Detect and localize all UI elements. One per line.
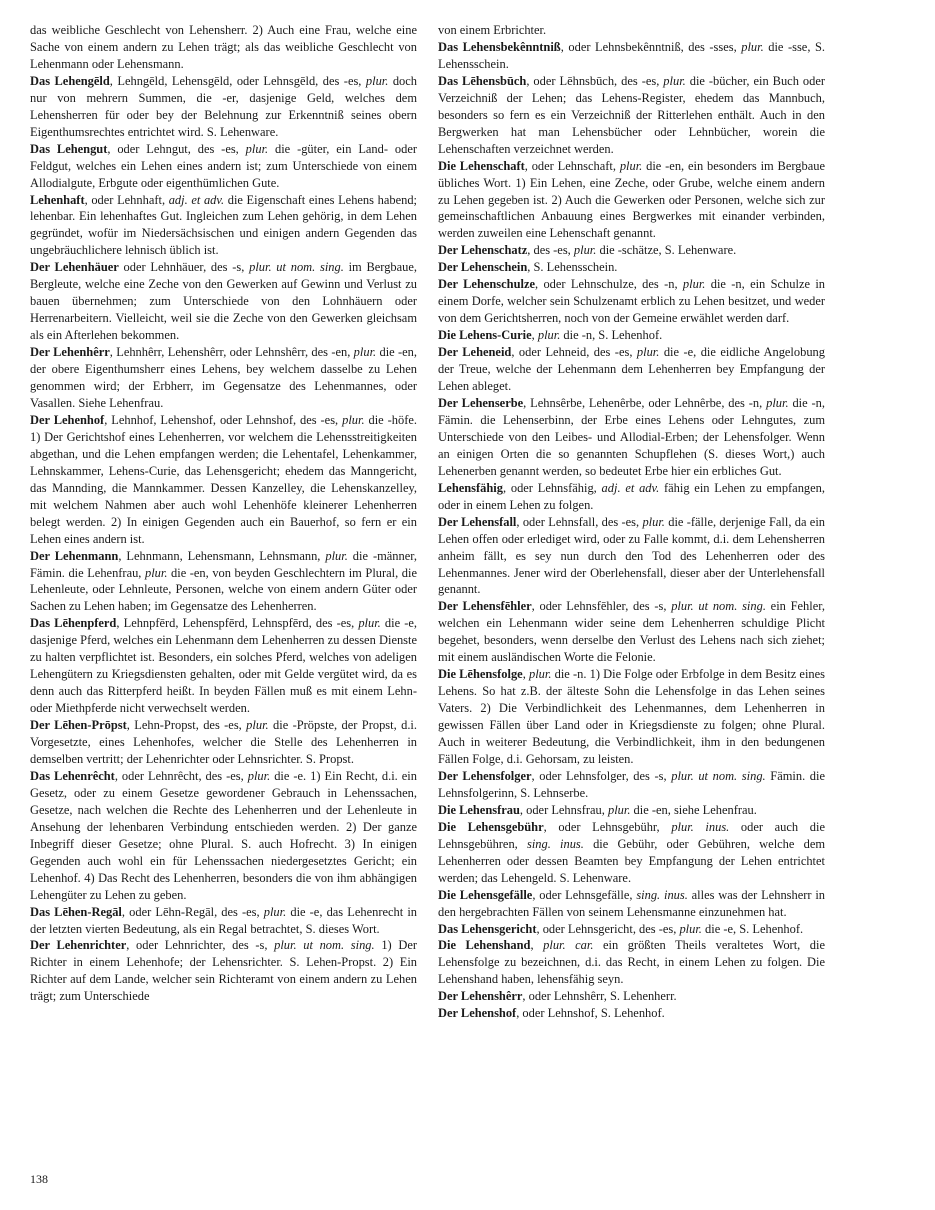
entry-grammar-note: plur.: [741, 39, 764, 54]
entry-grammar-note: plur.: [246, 718, 269, 733]
entry-text: , Lehngēld, Lehensgēld, oder Lehnsgēld, des -es,: [109, 73, 366, 88]
dictionary-entry: [438, 22, 825, 39]
entry-text: die -e, das Lehenrecht in der letzten vierten Bedeutung, als ein Regal betrachtet, S. dieses Wort.: [30, 904, 418, 936]
entry-headword: Der Lehenserbe: [438, 395, 524, 410]
entry-headword: Das Lehengēld: [30, 73, 110, 88]
entry-text: die -e. 1) Ein Recht, d.i. ein Gesetz, oder zu einem Gesetze gewordener Gebrauch in Lehenssachen, Gesetze, nach welchen die Rechte des Lehenherren und der Lehenleute in Ansehung der lehenbaren Verbindung entschieden werden. 2) Der ganze Inbegriff dieser Gesetze; ohne Plural. S. auch Hofrecht. 3) In einigen Gegenden auch wohl ein für Lehenssachen niedergesetztes Gericht; ein Lehenhof. 4) Das Recht des Lehenherren, besonders die von ihm abhängigen Lehengüter zu Lehen zu geben.: [30, 768, 417, 902]
entry-headword: Die Lehensgefälle: [438, 887, 533, 902]
entry-text: , oder Lehnsgefälle,: [532, 887, 637, 902]
dictionary-entry: [30, 768, 417, 904]
entry-headword: Der Lehensfall: [438, 514, 517, 529]
entry-text: die -en, siehe Lehenfrau.: [630, 802, 757, 817]
entry-text: die -männer, Fämin. die Lehenfrau,: [30, 548, 417, 580]
entry-text: , oder Lehnhaft,: [84, 192, 169, 207]
dictionary-entry: [30, 548, 417, 616]
dictionary-entry: [438, 73, 825, 158]
dictionary-entry: [30, 615, 417, 717]
entry-text: die -e, die eidliche Angelobung der Treue, welche der Lehenmann dem Lehenherren bey Empfangung der Lehen ableget.: [438, 345, 825, 394]
entry-grammar-note: plur.: [663, 73, 686, 88]
dictionary-entry: [438, 158, 825, 243]
entry-text: doch nur von mehrern Summen, die -er, dasjenige Geld, welches dem Lehensherren für oder bey der Belehnung zur Erkenntniß seines obern Eigenthumsrechtes entrichtet wird. S. Lehenware.: [30, 73, 417, 139]
entry-headword: Der Lehenshêrr: [438, 989, 523, 1004]
entry-grammar-note: plur. inus.: [671, 819, 730, 834]
entry-grammar-note: plur.: [682, 277, 706, 292]
dictionary-entry: [30, 937, 417, 1005]
dictionary-entry: [30, 412, 417, 548]
entry-grammar-note: adj. et adv.: [168, 192, 225, 207]
entry-grammar-note: plur.: [247, 768, 271, 783]
entry-text: alles was der Lehnsherr in den hergebrachten Fällen von seinem Lehensmanne einzunehmen hat.: [438, 887, 826, 919]
entry-text: ,: [531, 328, 538, 343]
dictionary-entry: [438, 1005, 825, 1022]
entry-text: die -en, von beyden Geschlechtern im Plural, die Lehenleute, oder Lehnleute, Personen, welche von einem andern Güter oder Sachen zu Lehen haben; im Gegensatze des Lehenherren.: [30, 565, 417, 614]
entry-text: die -schätze, S. Lehenware.: [596, 243, 737, 258]
dictionary-entry: [438, 921, 825, 938]
entry-grammar-note: plur. ut nom. sing.: [671, 599, 766, 614]
dictionary-entry: [438, 395, 825, 480]
left-column: [30, 22, 417, 1005]
entry-text: , oder Lehnschulze, des -n,: [535, 277, 683, 292]
entry-grammar-note: plur.: [144, 565, 168, 580]
dictionary-entry: [438, 768, 825, 802]
entry-text: die -höfe. 1) Der Gerichtshof eines Lehenherren, vor welchem die Lehensstreitigkeiten abgethan, und die Lehen empfangen werden; die Lehentafel, Lehenkammer, Lehnskammer, Lehens-Curie, das Lehensgericht; ehedem das Manngericht, das Mannding, die Mannkammer. Dessen Kanzelley, die Lehenskanzelley, mit welchem Nahmen aber auch wohl Lehenhöfe kleinerer Lehenherren belegt werden. 2) In einigen Gegenden auch ein Bauerhof, so fern er ein Lehen eines andern ist.: [30, 412, 417, 546]
entry-headword: Der Lehensfēhler: [438, 599, 532, 614]
entry-text: die Gebühr, oder Gebühren, welche dem Lehenherren oder dessen Beamten bey Empfangung der Lehen entrichtet werden; das Lehengeld. S. Lehenware.: [438, 836, 826, 885]
dictionary-entry: [438, 276, 825, 327]
entry-text: , oder Lehnsfēhler, des -s,: [531, 599, 672, 614]
entry-headword: Das Lēhenpferd: [30, 616, 117, 631]
entry-text: , oder Lehnsfolger, des -s,: [531, 768, 672, 783]
entry-grammar-note: plur.: [365, 73, 389, 88]
dictionary-entry: [438, 480, 825, 514]
entry-text: , Lehnsêrbe, Lehenêrbe, oder Lehnêrbe, des -n,: [523, 395, 767, 410]
dictionary-entry: [438, 988, 825, 1005]
entry-text: , oder Lēhnsbūch, des -es,: [526, 73, 664, 88]
entry-text: die -bücher, ein Buch oder Verzeichniß der Lehen; das Lehens-Register, ehedem das Mannbuch, besonders so fern es ein Verzeichniß der Ritterlehen enthält. Auch in den Bergwerken hat man Lehensbücher oder Lehnbücher, worein die Lehenschaften verzeichnet werden.: [438, 73, 825, 156]
entry-text: , oder Lehnschaft,: [524, 158, 620, 173]
entry-grammar-note: plur.: [358, 616, 381, 631]
entry-headword: Der Lehenrichter: [30, 938, 127, 953]
entry-headword: Der Lehenschein: [438, 260, 528, 275]
entry-text: Fämin. die Lehnsfolgerinn, S. Lehnserbe.: [438, 768, 826, 800]
dictionary-entry: [30, 73, 417, 141]
dictionary-entry: [438, 598, 825, 666]
entry-text: oder Lehnhäuer, des -s,: [118, 260, 250, 275]
entry-text: die -n, ein Schulze in einem Dorfe, welcher sein Schulzenamt erblich zu Lehen besitzet, und weder von dem Gerichtsherren, noch von der Gemeine erwählet werden darf.: [438, 277, 825, 326]
entry-headword: Der Lehenshof: [438, 1006, 517, 1021]
entry-grammar-note: plur.: [619, 158, 643, 173]
entry-text: , oder Lehnshêrr, S. Lehenherr.: [522, 989, 677, 1004]
entry-text: , oder Lehneid, des -es,: [511, 345, 637, 360]
entry-text: im Bergbaue, Bergleute, welche eine Zeche von den Gewerken auf Gewinn und Verlust zu bauen übernehmen; zum Unterschiede von den Lohnhäuern oder Herrenarbeitern. Vielleicht, weil sie die Zeche von den Gewerken gleichsam als ein Afterlehen bekommen.: [30, 260, 418, 343]
entry-text: , oder Lehnsfähig,: [502, 480, 602, 495]
entry-grammar-note: adj. et adv.: [601, 480, 660, 495]
entry-text: , des -es,: [527, 243, 574, 258]
dictionary-entry: [30, 192, 417, 260]
dictionary-entry: [438, 819, 825, 887]
entry-headword: Der Lehensfolger: [438, 768, 532, 783]
entry-text: die -n, Fämin. die Lehenserbinn, der Erbe eines Lehens oder Lehngutes, zum Unterschiede von den Leibes- und Allodial-Erben; der Lehensfolger. Wenn an einigen Orten die so genannten Schupflehen (S. dieses Wort,) auch Lehenerben genannt werden, so bedeutet Erbe hier ein erbliches Gut.: [438, 395, 825, 478]
entry-grammar-note: plur. ut nom. sing.: [249, 260, 344, 275]
dictionary-entry: [438, 887, 825, 921]
entry-grammar-note: plur.: [325, 548, 348, 563]
entry-headword: Der Lehenschatz: [438, 243, 528, 258]
dictionary-entry: [438, 39, 825, 73]
entry-grammar-note: plur.: [636, 345, 660, 360]
entry-text: , oder Lehnrêcht, des -es,: [114, 768, 248, 783]
entry-text: , oder Lehngut, des -es,: [107, 141, 246, 156]
entry-headword: Der Lehenmann: [30, 548, 119, 563]
entry-text: die -güter, ein Land- oder Feldgut, welches ein Lehen eines andern ist; zum Unterschiede von einem Allodialgute, Erbgute oder eigenthümlichen Gute.: [30, 141, 417, 190]
entry-text: die -sse, S. Lehensschein.: [438, 39, 825, 71]
entry-grammar-note: plur.: [679, 921, 702, 936]
entry-grammar-note: plur.: [642, 514, 665, 529]
entry-headword: Das Lēhen-Regāl: [30, 904, 122, 919]
entry-text: 1) Der Richter in einem Lehenhofe; der Lehensrichter. S. Lehen-Propst. 2) Ein Richter auf dem Lande, welcher sein Richteramt von einem andern zu Lehen trägt; zum Unterschiede: [30, 938, 417, 1004]
entry-text: die -n, S. Lehenhof.: [560, 328, 663, 343]
entry-text: ein Fehler, welchen ein Lehenmann wider seine dem Lehenherren schuldige Plicht begehet, besonders, wenn derselbe den Verlust des Lehens nach sich ziehet; mit einem ausländischen Worte die Felonie.: [438, 599, 825, 665]
entry-headword: Die Lehens-Curie: [438, 328, 532, 343]
entry-grammar-note: sing. inus.: [636, 887, 688, 902]
entry-grammar-note: plur. ut nom. sing.: [274, 938, 375, 953]
entry-text: , Lehnhof, Lehenshof, oder Lehnshof, des -es,: [104, 412, 343, 427]
dictionary-entry: [30, 717, 417, 768]
entry-headword: Die Lehenschaft: [438, 158, 525, 173]
entry-headword: Der Leheneid: [438, 345, 512, 360]
dictionary-entry: [438, 666, 825, 768]
entry-headword: Lehensfähig: [438, 480, 503, 495]
entry-grammar-note: plur.: [766, 395, 789, 410]
entry-headword: Der Lēhen-Prōpst: [30, 718, 127, 733]
entry-text: die -Pröpste, der Propst, d.i. Vorgesetzte, eines Lehenhofes, welcher die Stelle des Lehenherren in demselben vertritt; der Lehenrichter oder Lehnsrichter. S. Propst.: [30, 718, 417, 766]
entry-grammar-note: sing. inus.: [526, 836, 584, 851]
entry-headword: Der Lehenhêrr: [30, 345, 110, 360]
entry-grammar-note: plur.: [528, 667, 552, 682]
entry-text: von einem Erbrichter.: [438, 23, 547, 37]
dictionary-entry: [438, 514, 825, 599]
entry-text: oder auch die Lehnsgebühren,: [438, 819, 825, 851]
entry-headword: Der Lehenhof: [30, 412, 105, 427]
entry-text: , Lehn-Propst, des -es,: [126, 718, 247, 733]
entry-headword: Die Lehenshand: [438, 938, 531, 953]
entry-text: , oder Lehnsgericht, des -es,: [536, 921, 680, 936]
dictionary-entry: [438, 242, 825, 259]
entry-headword: Die Lehensfrau: [438, 802, 520, 817]
entry-grammar-note: plur.: [245, 141, 269, 156]
entry-headword: Das Lēhensbūch: [438, 73, 527, 88]
entry-grammar-note: plur.: [537, 328, 561, 343]
entry-text: die -en, ein besonders im Bergbaue übliches Wort. 1) Ein Lehen, eine Zeche, oder Grube, welche einem andern zu Lehen gegeben ist. 2) Auch die Gewerken oder Personen, welche sich zur gemeinschaftlichen Anbauung eines Bergwerkes mit einander verbinden, werden zuweilen eine Lehenschaft genannt.: [438, 158, 825, 241]
entry-text: , oder Lehnsfall, des -es,: [516, 514, 643, 529]
entry-headword: Das Lehensbekênntniß: [438, 39, 561, 54]
entry-text: , Lehnmann, Lehensmann, Lehnsmann,: [118, 548, 326, 563]
entry-headword: Das Lehensgericht: [438, 921, 537, 936]
entry-headword: Das Lehengut: [30, 141, 108, 156]
dictionary-entry: [30, 904, 417, 938]
dictionary-entry: [438, 327, 825, 344]
dictionary-entry: [438, 802, 825, 819]
entry-text: ein größten Theils veraltetes Wort, die Lehensfolge zu bezeichnen, d.i. das Recht, in einem Lehen zu folgen. Die Lehenshand haben, lehensfähig seyn.: [438, 938, 825, 987]
entry-grammar-note: plur.: [342, 412, 365, 427]
entry-text: , oder Lehnsbekênntniß, des -sses,: [560, 39, 742, 54]
entry-text: die -fälle, derjenige Fall, da ein Lehen offen oder erlediget wird, oder zu Falle kommt, d.i. dem Lehensherren anheim fällt, es sey nun durch den Tod des Lehenherren oder des Lehenmannes. Jener wird der Oberlehensfall, dieser aber der Unterlehensfall genannt.: [438, 514, 825, 597]
entry-text: ,: [522, 667, 529, 682]
entry-text: das weibliche Geschlecht von Lehensherr. 2) Auch eine Frau, welche eine Sache von einem andern zu Lehen trägt; als das weibliche Geschlecht von Lehenmann oder Lehensmann.: [30, 23, 417, 71]
entry-text: die -e, S. Lehenhof.: [701, 921, 804, 936]
dictionary-entry: [30, 141, 417, 192]
page-number: 138: [30, 1172, 48, 1186]
entry-headword: Die Lēhensfolge: [438, 667, 523, 682]
entry-headword: Lehenhaft: [30, 192, 85, 207]
dictionary-entry: [30, 22, 417, 73]
dictionary-entry: [30, 344, 417, 412]
entry-text: die Eigenschaft eines Lehens habend; lehenbar. Ein lehenhaftes Gut. Ingleichen zum Lehen gehörig, in dem Lehen gegründet, wofür im Niedersächsischen und einigen andern Gegenden das ungebräuchlichere lehnisch üblich ist.: [30, 192, 417, 258]
entry-text: , oder Lehnrichter, des -s,: [126, 938, 275, 953]
right-column: [438, 22, 825, 1022]
entry-text: die -e, dasjenige Pferd, welches ein Lehenmann dem Lehenherren zu dessen Dienste zu halten verpflichtet ist. Besonders, ein solches Pferd, welches von adeligen Lehengütern zu Kriegsdiensten gehalten, oder mit Gelde vergütet wird, da es denn auch das Ritterpferd heißt. In beyden Fällen muß es mit einem Lehn- oder Miethpferde nicht verwechselt werden.: [30, 616, 417, 716]
entry-headword: Das Lehenrêcht: [30, 768, 115, 783]
entry-grammar-note: plur.: [607, 802, 631, 817]
entry-text: , S. Lehensschein.: [527, 260, 618, 275]
entry-text: , Lehnhêrr, Lehenshêrr, oder Lehnshêrr, des -en,: [109, 345, 354, 360]
entry-grammar-note: plur. ut nom. sing.: [671, 768, 766, 783]
entry-headword: Der Lehenhäuer: [30, 260, 119, 275]
dictionary-entry: [438, 344, 825, 395]
entry-grammar-note: plur. car.: [543, 938, 594, 953]
entry-text: , Lehnpfērd, Lehenspfērd, Lehnspfērd, des -es,: [116, 616, 359, 631]
entry-text: , oder Lehnsfrau,: [519, 802, 608, 817]
entry-text: , oder Lehnsgebühr,: [543, 819, 672, 834]
dictionary-entry: [438, 937, 825, 988]
entry-headword: Der Lehenschulze: [438, 277, 535, 292]
entry-text: , oder Lehnshof, S. Lehenhof.: [516, 1006, 665, 1021]
entry-text: fähig ein Lehen zu empfangen, oder in einem Lehen zu folgen.: [438, 480, 825, 512]
entry-text: ,: [530, 938, 544, 953]
entry-headword: Die Lehensgebühr: [438, 819, 544, 834]
dictionary-entry: [438, 259, 825, 276]
dictionary-entry: [30, 259, 417, 344]
entry-grammar-note: plur.: [263, 904, 287, 919]
entry-text: die -en, der obere Eigenthumsherr eines Lehens, bey welchem dasselbe zu Lehen genommen wird; der Erbherr, im Gegensatze des Lehenmannes, oder Vasallen. Siehe Lehenfrau.: [30, 345, 417, 410]
entry-text: , oder Lēhn-Regāl, des -es,: [121, 904, 264, 919]
entry-grammar-note: plur.: [353, 345, 377, 360]
entry-text: die -n. 1) Die Folge oder Erbfolge in dem Besitz eines Lehens. So hat z.B. der älteste Sohn die Lehensfolge in das Lehen seines Vaters. 2) Die Verbindlichkeit des Lehenmannes, dem Lehenherren in gewissen Fällen über Land oder in Kriegsdienste zu folgen; ohne Plural. Auch in weiterer Bedeutung, die Verbindlichkeit, ihm in den bedungenen Fällen Folge, d.i. Gehorsam, zu leisten.: [438, 667, 825, 766]
entry-grammar-note: plur.: [573, 243, 597, 258]
